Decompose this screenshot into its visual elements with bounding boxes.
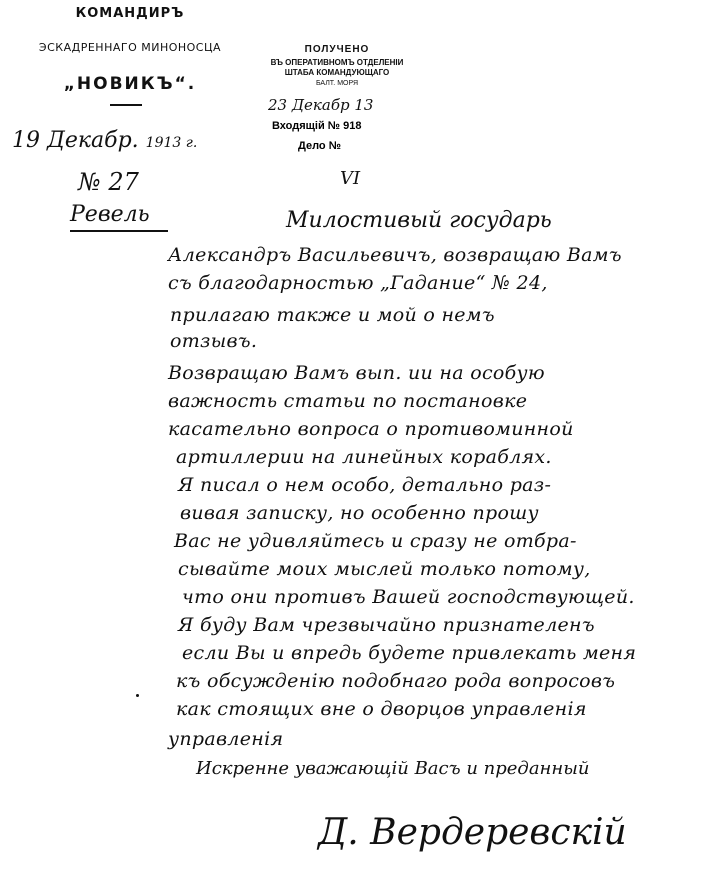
body-line: что они противъ Вашей господствующей. [182,586,635,608]
stamp-fleet: БАЛТ. МОРЯ [315,80,359,87]
body-line: касательно вопроса о противоминной [168,418,574,440]
letter-date [12,128,197,153]
ink-dot [136,694,139,697]
stamp-date: 23 Декабр 13 [268,96,374,114]
body-line: прилагаю также и мой о немъ [170,304,495,326]
body-line: Возвращаю Вамъ вып. ии на особую [168,362,545,384]
stamp-department: ВЪ ОПЕРАТИВНОМЪ ОТДЕЛЕНIИ [270,58,404,67]
body-line: Я буду Вам чрезвычайно признателенъ [178,614,595,636]
body-line: если Вы и впредь будете привлекать меня [182,642,637,664]
stamp-file-number: Дело № [298,140,341,152]
body-line: Я писал о нем особо, детально раз- [178,474,552,496]
body-line: управленiя [168,728,284,750]
body-line: Александръ Васильевичъ, возвращаю Вамъ [168,244,622,266]
closing-line: Искренне уважающiй Васъ и преданный [196,758,590,779]
date-day: 19 [12,128,40,153]
stamp-staff: ШТАБА КОМАНДУЮЩАГО [284,68,390,77]
letterhead-title: КОМАНДИРЪ [75,6,185,21]
letterhead-subtitle: ЭСКАДРЕННАГО МИНОНОСЦА [38,41,222,54]
body-line: Вас не удивляйтесь и сразу не отбра- [174,530,577,552]
body-line: сывайте моих мыслей только потому, [178,558,591,580]
letterhead-ship-name: „НОВИКЪ“. [63,74,197,94]
date-year: 1913 г. [145,135,198,151]
body-line: къ обсужденiю подобнаго рода вопросовъ [176,670,616,692]
received-stamp [262,44,412,194]
body-line: артиллерии на линейных кораблях. [176,446,552,468]
stamp-received-label: ПОЛУЧЕНО [304,44,370,55]
outgoing-number: № 27 [78,168,139,196]
salutation: Милостивый государь [286,208,552,233]
body-line: как стоящих вне о дворцов управленiя [176,698,587,720]
place-underline [70,230,168,232]
stamp-roman-numeral: VI [340,168,361,189]
stamp-incoming-number: Входящiй № 918 [272,120,362,132]
signature-text: Д. Вердеревскiй [318,812,627,853]
body-line: съ благодарностью „Гадание“ № 24, [168,272,548,294]
letterhead-divider [110,104,142,106]
place-of-writing: Ревель [70,202,150,227]
body-line: отзывъ. [170,330,258,352]
letterhead [0,6,260,94]
body-line: важность статьи по постановке [168,390,528,412]
body-line: вивая записку, но особенно прошу [180,502,539,524]
signature [318,812,648,872]
date-month: Декабр. [47,128,139,153]
